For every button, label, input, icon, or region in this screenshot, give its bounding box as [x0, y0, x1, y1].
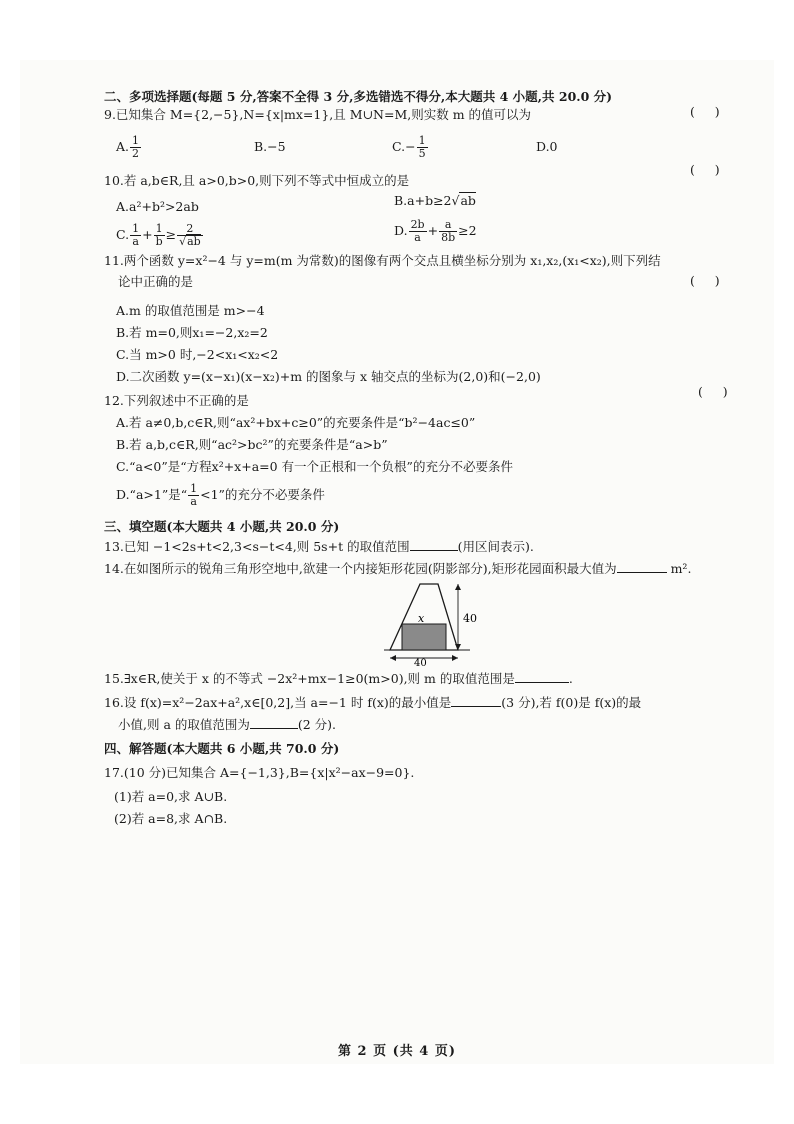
q12-stem: 12.下列叙述中不正确的是: [104, 393, 249, 408]
q17-stem: 17.(10 分)已知集合 A={−1,3},B={x|x²−ax−9=0}.: [104, 765, 415, 780]
q16-text-line2: 小值,则 a 的取值范围为 (2 分).: [118, 717, 337, 732]
q11-answer-paren: ( ): [690, 273, 720, 288]
q11-option-a: A.m 的取值范围是 m>−4: [116, 303, 265, 318]
q17-part1: (1)若 a=0,求 A∪B.: [114, 789, 228, 804]
q17-part2: (2)若 a=8,求 A∩B.: [114, 811, 228, 826]
q11-option-d: D.二次函数 y=(x−x₁)(x−x₂)+m 的图象与 x 轴交点的坐标为(2,0)和(−2,0): [116, 369, 541, 384]
q10-option-b: B.a+b≥2√ab: [394, 193, 476, 208]
section3-title: 三、填空题(本大题共 4 小题,共 20.0 分): [104, 519, 340, 534]
q10-option-d: D. $\frac{2b}{a}$ + $\frac{a}{8b}$ ≥2: [394, 218, 477, 244]
figure-side-label: 40: [463, 612, 477, 625]
triangle-figure: [380, 578, 490, 668]
q9-option-d: D.0: [536, 139, 558, 154]
q9-option-b: B.−5: [254, 139, 286, 154]
figure-x-label: x: [418, 612, 425, 625]
shaded-rectangle: [402, 624, 446, 650]
q14-text: 14.在如图所示的锐角三角形空地中,欲建一个内接矩形花园(阴影部分),矩形花园面积最大值为 m².: [104, 561, 692, 576]
q10-answer-paren: ( ): [690, 162, 720, 177]
q11-option-c: C.当 m>0 时,−2<x₁<x₂<2: [116, 347, 279, 362]
q9-answer-paren: ( ): [690, 104, 720, 119]
q12-option-b: B.若 a,b,c∈R,则“ac²>bc²”的充要条件是“a>b”: [116, 437, 388, 452]
q15-text: 15.∃x∈R,使关于 x 的不等式 −2x²+mx−1≥0(m>0),则 m 的取值范围是 .: [104, 671, 573, 686]
q9-option-a: A. $\frac{1}{2}$: [116, 134, 140, 160]
q11-stem-line1: 11.两个函数 y=x²−4 与 y=m(m 为常数)的图像有两个交点且横坐标分别为 x₁,x₂,(x₁<x₂),则下列结: [104, 253, 661, 268]
section2-title: 二、多项选择题(每题 5 分,答案不全得 3 分,多选错选不得分,本大题共 4 小题,共 20.0 分): [104, 89, 613, 104]
q9-option-c: C.− $\frac{1}{5}$: [392, 134, 426, 160]
q12-option-c: C.“a<0”是“方程x²+x+a=0 有一个正根和一个负根”的充分不必要条件: [116, 459, 513, 474]
q12-option-d: D.“a>1”是“ $\frac{1}{a}$ <1”的充分不必要条件: [116, 482, 325, 508]
figure-base-label: 40: [414, 658, 427, 668]
q10-stem: 10.若 a,b∈R,且 a>0,b>0,则下列不等式中恒成立的是: [104, 173, 410, 188]
q10-option-a: A.a²+b²>2ab: [116, 199, 199, 214]
q11-stem-line2: 论中正确的是: [118, 274, 194, 289]
q9-stem: 9.已知集合 M={2,−5},N={x|mx=1},且 M∪N=M,则实数 m 的值可以为: [104, 107, 532, 122]
q12-option-a: A.若 a≠0,b,c∈R,则“ax²+bx+c≥0”的充要条件是“b²−4ac≤0”: [116, 415, 476, 430]
q13-text: 13.已知 −1<2s+t<2,3<s−t<4,则 5s+t 的取值范围 (用区间表示).: [104, 539, 534, 554]
q11-option-b: B.若 m=0,则x₁=−2,x₂=2: [116, 325, 268, 340]
page-footer: 第 2 页 (共 4 页): [337, 1044, 457, 1059]
q16-text-line1: 16.设 f(x)=x²−2ax+a²,x∈[0,2],当 a=−1 时 f(x)的最小值是 (3 分),若 f(0)是 f(x)的最: [104, 695, 642, 710]
section4-title: 四、解答题(本大题共 6 小题,共 70.0 分): [104, 741, 340, 756]
q12-answer-paren: ( ): [698, 384, 728, 399]
q10-option-c: C. $\frac{1}{a}$ + $\frac{1}{b}$ ≥ $\frac{2}{√ab}$: [116, 222, 201, 248]
